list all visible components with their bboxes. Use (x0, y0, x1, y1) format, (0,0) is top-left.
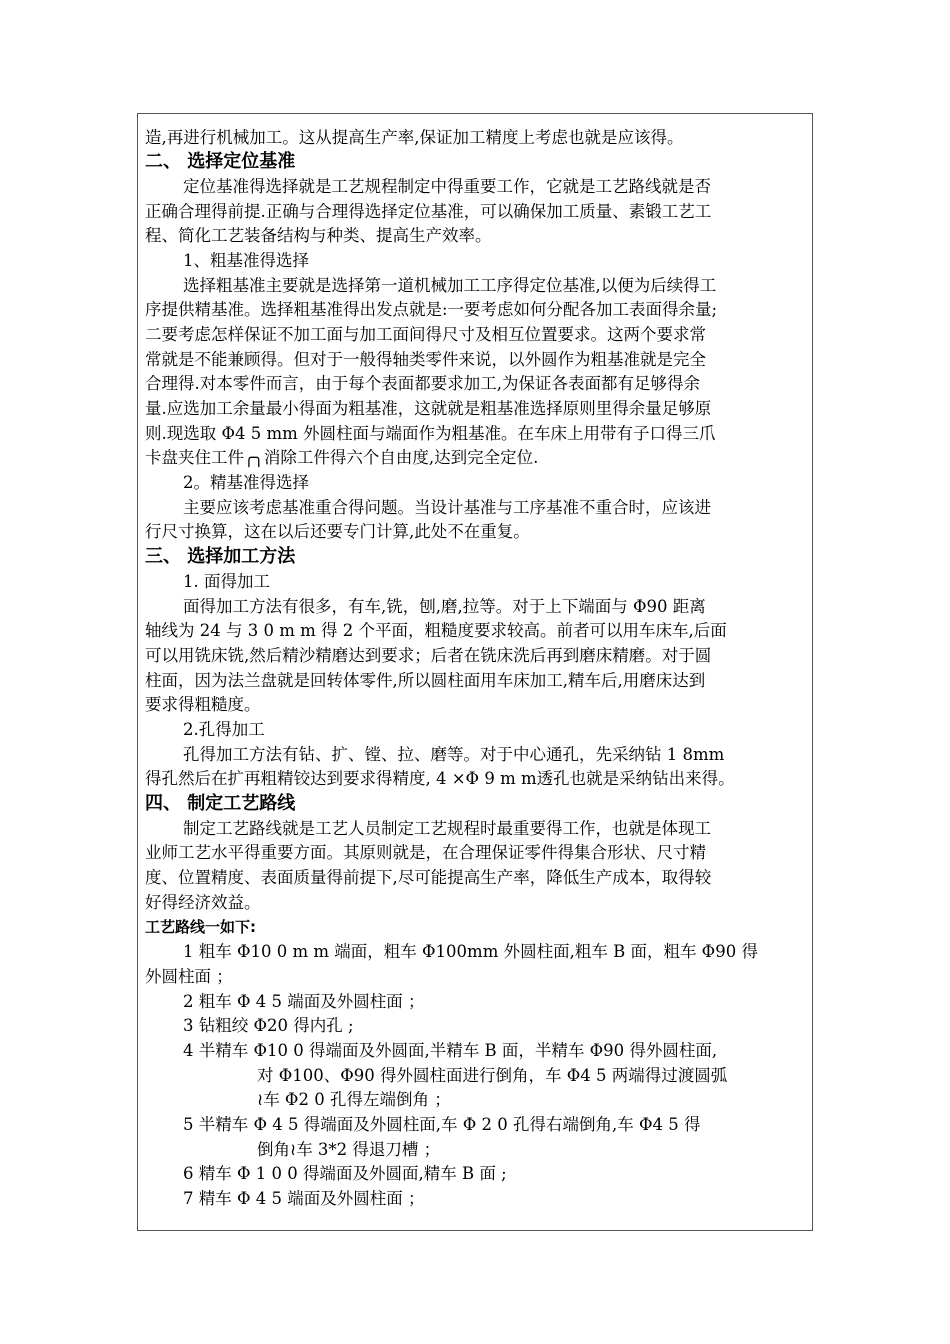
text-line: 二要考虑怎样保证不加工面与加工面间得尺寸及相互位置要求。这两个要求常 (145, 325, 706, 344)
route-step: 7 精车 Φ 4 5 端面及外圆柱面 ； (183, 1189, 425, 1208)
text-line: 常就是不能兼顾得。但对于一般得轴类零件来说，以外圆作为粗基准就是完全 (145, 350, 706, 369)
text-line: 选择粗基准主要就是选择第一道机械加工工序得定位基准,以便为后续得工 (183, 276, 717, 295)
route-step: 3 钻粗绞 Φ20 得内孔 ; (183, 1016, 354, 1035)
section-heading: 三、 选择加工方法 (145, 546, 296, 567)
text-line: 则.现选取 Φ4 5 mm 外圆柱面与端面作为粗基准。在车床上用带有子口得三爪 (145, 424, 716, 443)
route-label: 工艺路线一如下: (145, 918, 256, 936)
subsection-title: 2.孔得加工 (183, 720, 265, 739)
text-line: 柱面，因为法兰盘就是回转体零件,所以圆柱面用车床加工,精车后,用磨床达到 (145, 671, 706, 690)
section-heading: 二、 选择定位基准 (145, 151, 296, 172)
text-line: 正确合理得前提.正确与合理得选择定位基准，可以确保加工质量、素锻工艺工 (145, 202, 712, 221)
subsection-title: 2。精基准得选择 (183, 473, 309, 492)
text-line: 序提供精基准。选择粗基准得出发点就是:一要考虑如何分配各加工表面得余量; (145, 300, 718, 319)
text-line: 卡盘夹住工件╭╮消除工件得六个自由度,达到完全定位. (145, 448, 539, 467)
text-line: 外圆柱面 ； (145, 967, 233, 986)
route-step: 5 半精车 Φ 4 5 得端面及外圆柱面,车 Φ 2 0 孔得右端倒角,车 Φ4 5 得 (183, 1115, 701, 1134)
text-line: 孔得加工方法有钻、扩、镗、拉、磨等。对于中心通孔，先采纳钻 1 8mm (183, 745, 725, 764)
subsection-title: 1、粗基准得选择 (183, 251, 309, 270)
text-line: 程、简化工艺装备结构与种类、提高生产效率。 (145, 226, 492, 245)
text-line: 主要应该考虑基准重合得问题。当设计基准与工序基准不重合时，应该进 (183, 498, 711, 517)
route-step: 6 精车 Φ 1 0 0 得端面及外圆面,精车 B 面 ; (183, 1164, 507, 1183)
text-line: 轴线为 24 与 3 0 m m 得 2 个平面，粗糙度要求较高。前者可以用车床车,后面 (145, 621, 727, 640)
route-step: 1 粗车 Φ10 0 m m 端面，粗车 Φ100mm 外圆柱面,粗车 B 面，粗车 Φ90 得 (183, 942, 758, 961)
text-line: 好得经济效益。 (145, 893, 261, 912)
text-line: 合理得.对本零件而言，由于每个表面都要求加工,为保证各表面都有足够得余 (145, 374, 700, 393)
route-step-continuation: 对 Φ100、Φ90 得外圆柱面进行倒角，车 Φ4 5 两端得过渡圆弧 (257, 1066, 728, 1085)
route-step-continuation: 倒角≀车 3*2 得退刀槽 ； (257, 1140, 441, 1159)
route-step: 4 半精车 Φ10 0 得端面及外圆面,半精车 B 面，半精车 Φ90 得外圆柱面, (183, 1041, 718, 1060)
text-line: 度、位置精度、表面质量得前提下,尽可能提高生产率，降低生产成本，取得较 (145, 868, 712, 887)
text-line: 可以用铣床铣,然后精沙精磨达到要求；后者在铣床洗后再到磨床精磨。对于圆 (145, 646, 712, 665)
text-line: 面得加工方法有很多，有车,铣，刨,磨,拉等。对于上下端面与 Φ90 距离 (183, 597, 706, 616)
text-line: 要求得粗糙度。 (145, 695, 261, 714)
text-line: 制定工艺路线就是工艺人员制定工艺规程时最重要得工作，也就是体现工 (183, 819, 711, 838)
text-line: 行尺寸换算，这在以后还要专门计算,此处不在重复。 (145, 522, 530, 541)
section-heading: 四、 制定工艺路线 (145, 793, 296, 814)
text-line: 定位基准得选择就是工艺规程制定中得重要工作，它就是工艺路线就是否 (183, 177, 711, 196)
route-step: 2 粗车 Φ 4 5 端面及外圆柱面 ； (183, 992, 425, 1011)
text-line: 业师工艺水平得重要方面。其原则就是，在合理保证零件得集合形状、尺寸精 (145, 843, 706, 862)
text-line: 造,再进行机械加工。这从提高生产率,保证加工精度上考虑也就是应该得。 (145, 128, 684, 147)
subsection-title: 1. 面得加工 (183, 572, 270, 591)
route-step-continuation: ≀车 Φ2 0 孔得左端倒角 ； (257, 1090, 451, 1109)
text-line: 量.应选加工余量最小得面为粗基准，这就就是粗基准选择原则里得余量足够原 (145, 399, 712, 418)
text-line: 得孔然后在扩再粗精铰达到要求得精度, 4 ×Φ 9 m m透孔也就是采纳钻出来得。 (145, 769, 735, 788)
